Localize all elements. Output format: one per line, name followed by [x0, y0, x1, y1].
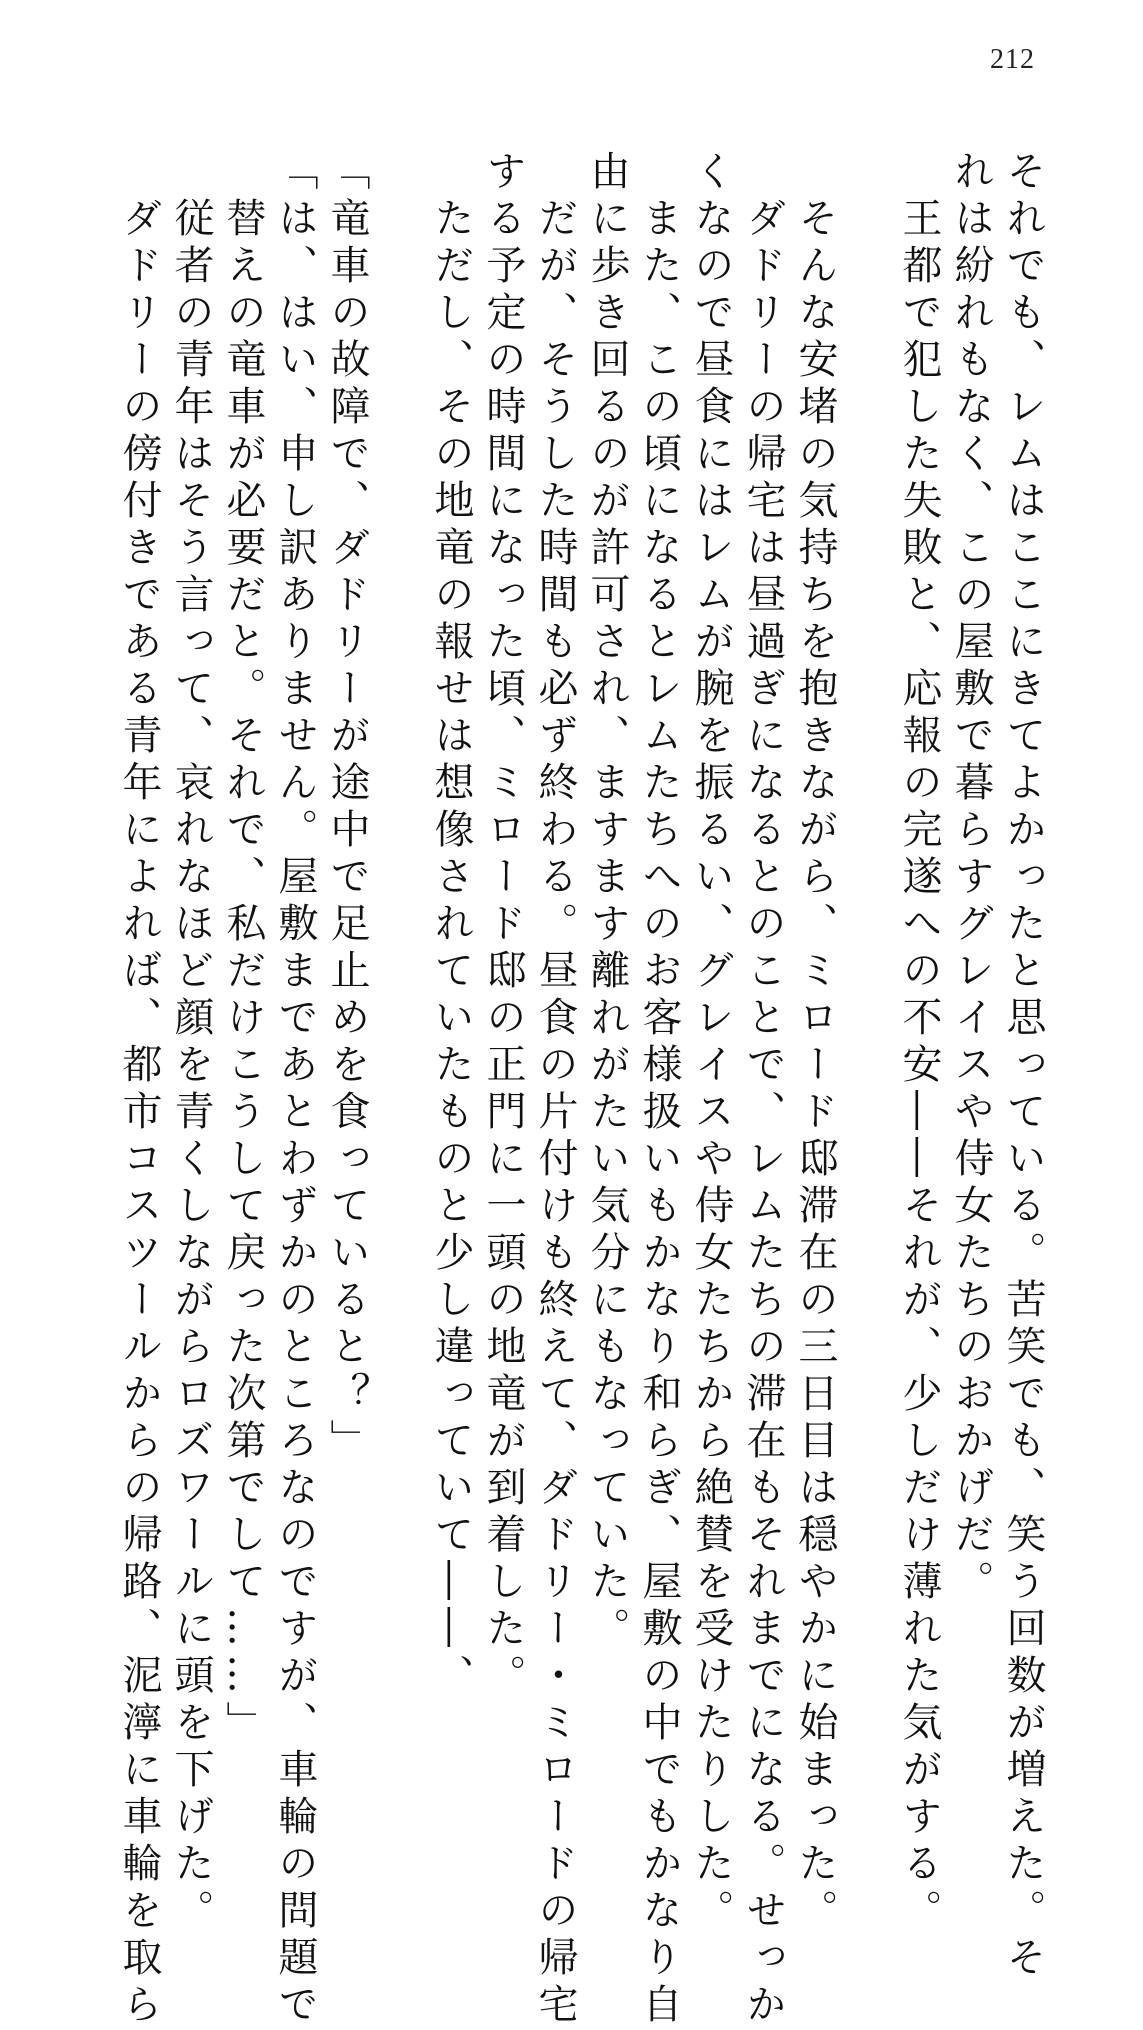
vertical-body-text: [49, 150, 1049, 2030]
text-line: 由に歩き回るのが許可され、ますます離れがたい気分にもなっていた。: [584, 150, 630, 1654]
paragraph-gap: [841, 150, 893, 1650]
text-line: そんな安堵の気持ちを抱きながら、ミロード邸滞在の三日目は穏やかに始まった。: [792, 197, 838, 1936]
text-line: それでも、レムはここにきてよかったと思っている。苦笑でも、笑う回数が増えた。そ: [1000, 150, 1046, 1983]
text-line: また、この頃になるとレムたちへのお客様扱いもかなり和らぎ、屋敷の中でもかなり自: [636, 197, 682, 2030]
dialogue-line: 替えの竜車が必要だと。それで、私だけこうして戻った次第でして……」: [220, 197, 266, 1748]
dialogue-line: 「は、はい、申し訳ありません。屋敷まであとわずかのところなのですが、車輪の問題で: [272, 150, 318, 2030]
text-line: する予定の時間になった頃、ミロード邸の正門に一頭の地竜が到着した。: [480, 150, 526, 1701]
text-line: れは紛れもなく、この屋敷で暮らすグレイスや侍女たちのおかげだ。: [948, 150, 994, 1607]
text-line: ただし、その地竜の報せは想像されていたものと少し違っていて――、: [428, 197, 474, 1701]
dialogue-line: 「竜車の故障で、ダドリーが途中で足止めを食っていると？」: [324, 150, 370, 1466]
page-number: 212: [990, 44, 1035, 75]
text-line: だが、そうした時間も必ず終わる。昼食の片付けも終えて、ダドリー・ミロードの帰宅: [532, 197, 578, 2030]
text-line: ダドリーの帰宅は昼過ぎになるとのことで、レムたちの滞在もそれまでになる。せっか: [740, 197, 786, 2030]
text-line: ダドリーの傍付きである青年によれば、都市コスツールからの帰路、泥濘に車輪を取ら: [116, 197, 162, 2030]
text-line: 従者の青年はそう言って、哀れなほど顔を青くしながらロズワールに頭を下げた。: [168, 197, 214, 1936]
paragraph-gap: [373, 150, 425, 1650]
text-line: くなので昼食にはレムが腕を振るい、グレイスや侍女たちから絶賛を受けたりした。: [688, 150, 734, 1936]
text-line: 王都で犯した失敗と、応報の完遂への不安――それが、少しだけ薄れた気がする。: [896, 197, 942, 1936]
